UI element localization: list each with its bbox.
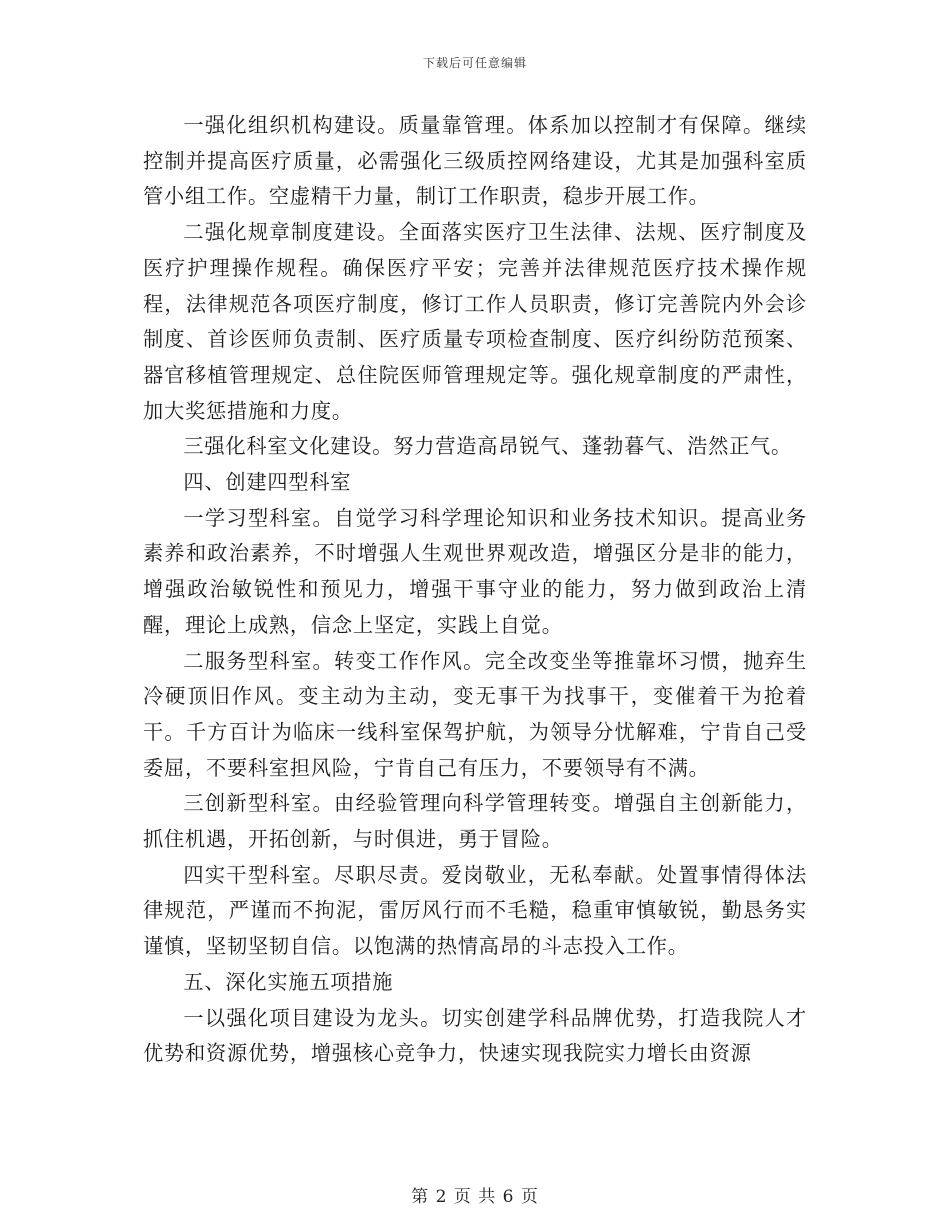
- paragraph-project-building: 一以强化项目建设为龙头。切实创建学科品牌优势，打造我院人才优势和资源优势，增强核心竞争力，快速实现我院实力增长由资源: [143, 1005, 807, 1066]
- paragraph-org-building: 一强化组织机构建设。质量靠管理。体系加以控制才有保障。继续控制并提高医疗质量，必需强化三级质控网络建设，尤其是加强科室质管小组工作。空虚精干力量，制订工作职责，稳步开展工作。: [143, 113, 807, 209]
- section-heading-five-measures: 五、深化实施五项措施: [183, 969, 394, 994]
- document-body: [143, 108, 807, 1072]
- section-heading-four-types: 四、创建四型科室: [183, 470, 352, 495]
- paragraph-learning-dept: 一学习型科室。自觉学习科学理论知识和业务技术知识。提高业务素养和政治素养，不时增强人生观世界观改造，增强区分是非的能力，增强政治敏锐性和预见力，增强干事守业的能力，努力做到政治上清醒，理论上成熟，信念上坚定，实践上自觉。: [143, 505, 807, 637]
- paragraph-practical-dept: 四实干型科室。尽职尽责。爱岗敬业，无私奉献。处置事情得体法律规范，严谨而不拘泥，雷厉风行而不毛糙，稳重审慎敏锐，勤恳务实谨慎，坚韧坚韧自信。以饱满的热情高昂的斗志投入工作。: [143, 862, 807, 959]
- paragraph-rules-building: 二强化规章制度建设。全面落实医疗卫生法律、法规、医疗制度及医疗护理操作规程。确保医疗平安；完善并法律规范医疗技术操作规程，法律规范各项医疗制度，修订工作人员职责，修订完善院内外会诊制度、首诊医师负责制、医疗质量专项检查制度、医疗纠纷防范预案、器官移植管理规定、总住院医师管理规定等。强化规章制度的严肃性，加大奖惩措施和力度。: [143, 220, 807, 423]
- page-number-footer: 第 2 页 共 6 页: [411, 1187, 539, 1207]
- paragraph-innovation-dept: 三创新型科室。由经验管理向科学管理转变。增强自主创新能力，抓住机遇，开拓创新，与时俱进，勇于冒险。: [143, 791, 807, 852]
- paragraph-service-dept: 二服务型科室。转变工作作风。完全改变坐等推靠坏习惯，抛弃生冷硬顶旧作风。变主动为主动，变无事干为找事干，变催着干为抢着干。千方百计为临床一线科室保驾护航，为领导分忧解难，宁肯自己受委屈，不要科室担风险，宁肯自己有压力，不要领导有不满。: [143, 648, 807, 780]
- paragraph-culture-building: 三强化科室文化建设。努力营造高昂锐气、蓬勃暮气、浩然正气。: [183, 434, 793, 459]
- page-header: 下载后可任意编辑: [422, 56, 527, 70]
